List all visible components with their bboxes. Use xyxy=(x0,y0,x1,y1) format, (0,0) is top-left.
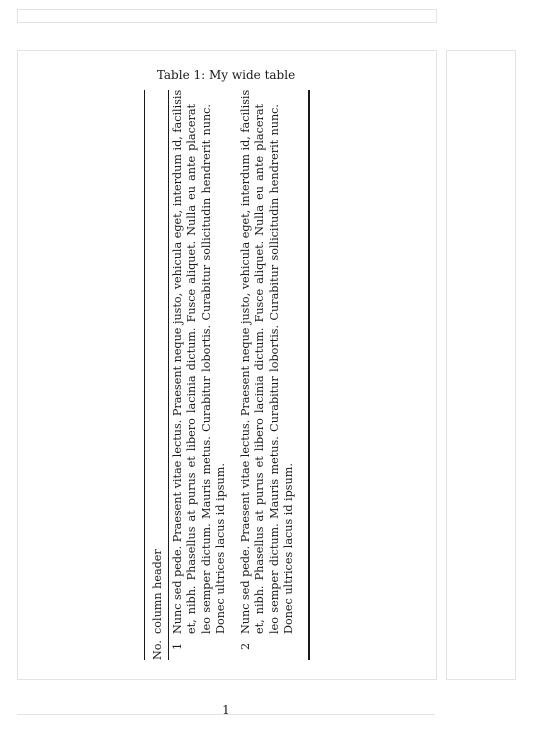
previous-page-edge xyxy=(17,9,437,23)
row-1-number: 1 xyxy=(171,642,184,650)
row-2-number: 2 xyxy=(239,642,252,650)
row-1-line-1: Nunc sed pede. Praesent vitae lectus. Praesent neque justo, vehicula eget, interdum id, facilisis xyxy=(171,89,184,634)
row-1-line-2: et, nibh. Phasellus at purus et libero lacinia dictum. Fusce aliquet. Nulla eu ante placerat xyxy=(185,104,199,634)
table-header-rule xyxy=(168,90,169,660)
row-2-text xyxy=(239,89,297,634)
row-1-line-4: Donec ultrices lacus id ipsum. xyxy=(214,463,228,634)
row-2-line-3: leo semper dictum. Mauris metus. Curabitur lobortis. Curabitur sollicitudin hendrerit nunc. xyxy=(267,104,281,634)
rotated-table xyxy=(144,90,310,660)
row-2-line-1: Nunc sed pede. Praesent vitae lectus. Praesent neque justo, vehicula eget, interdum id, facilisis xyxy=(239,89,252,634)
row-1-text xyxy=(171,89,229,634)
table-top-rule xyxy=(144,90,145,660)
row-1-line-3: leo semper dictum. Mauris metus. Curabitur lobortis. Curabitur sollicitudin hendrerit nunc. xyxy=(199,104,213,634)
page-number: 1 xyxy=(222,703,230,717)
header-column: column header xyxy=(151,549,164,634)
table-bottom-rule xyxy=(308,90,310,660)
next-page-edge xyxy=(446,50,516,680)
page-footer-edge xyxy=(17,714,435,715)
row-2-line-4: Donec ultrices lacus id ipsum. xyxy=(282,463,296,634)
row-2-line-2: et, nibh. Phasellus at purus et libero lacinia dictum. Fusce aliquet. Nulla eu ante placerat xyxy=(253,104,267,634)
table-caption: Table 1: My wide table xyxy=(156,68,296,82)
header-no: No. xyxy=(151,640,164,660)
